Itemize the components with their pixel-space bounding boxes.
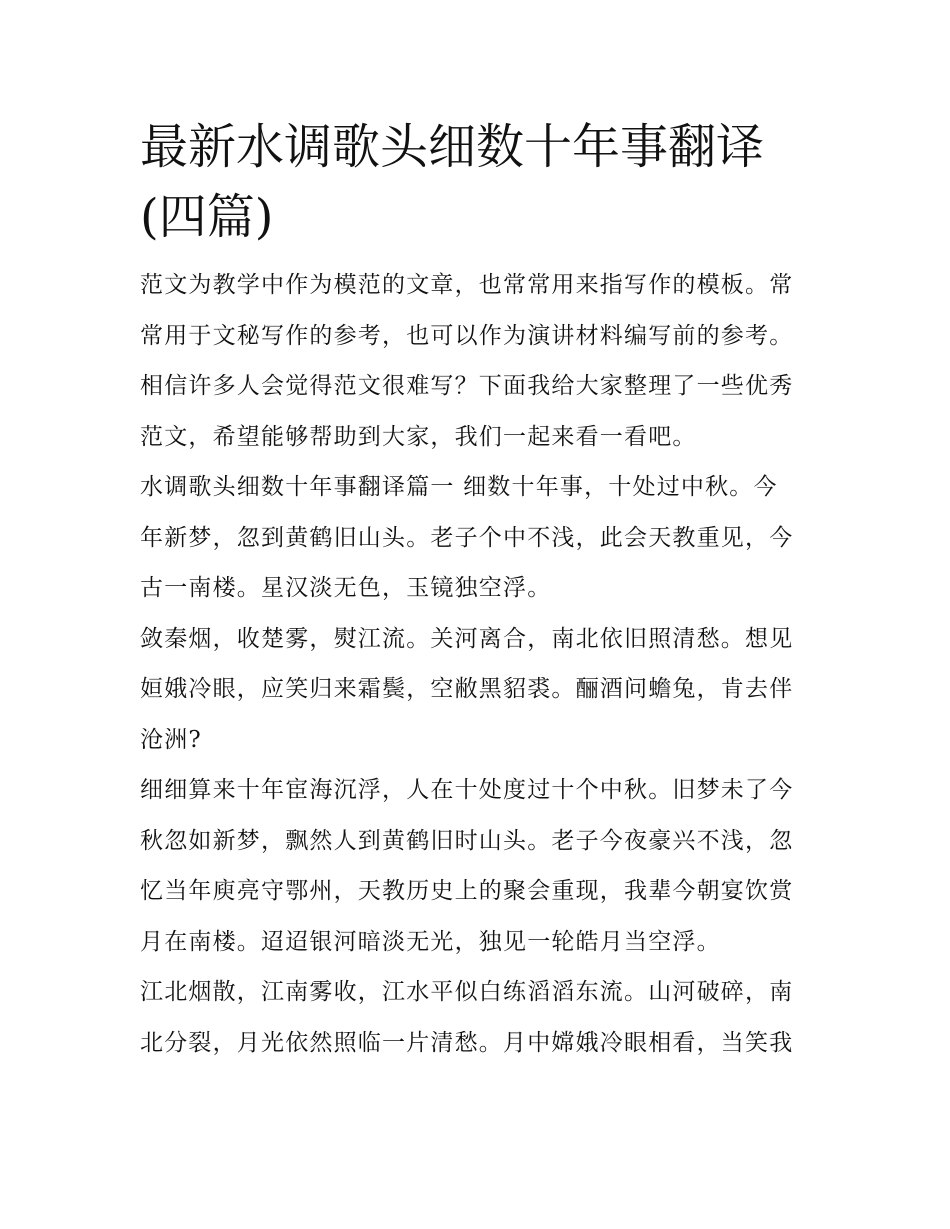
paragraph-intro — [140, 260, 812, 462]
text-line: 常用于文秘写作的参考，也可以作为演讲材料编写前的参考。 — [140, 322, 794, 349]
text-line: 沧洲? — [140, 726, 202, 753]
document-title — [140, 112, 812, 252]
text-line: 忆当年庾亮守鄂州，天教历史上的聚会重现，我辈今朝宴饮赏 — [140, 878, 794, 904]
paragraph-poem-part1 — [140, 462, 812, 614]
paragraph-translation-part1 — [140, 765, 812, 967]
text-line: 秋忽如新梦，飘然人到黄鹤旧时山头。老子今夜豪兴不浅，忽 — [140, 827, 794, 854]
title-line: (四篇) — [140, 189, 274, 245]
document-content — [140, 112, 812, 1068]
text-line: 范文，希望能够帮助到大家，我们一起来看一看吧。 — [140, 423, 697, 450]
text-line: 古一南楼。星汉淡无色，玉镜独空浮。 — [140, 575, 552, 601]
text-line: 江北烟散，江南雾收，江水平似白练滔滔东流。山河破碎，南 — [140, 979, 794, 1005]
text-line: 姮娥冷眼，应笑归来霜鬓，空敝黑貂裘。酾酒问蟾兔，肯去伴 — [140, 676, 794, 702]
text-line: 细细算来十年宦海沉浮，人在十处度过十个中秋。旧梦未了今 — [140, 777, 794, 803]
text-line: 年新梦，忽到黄鹤旧山头。老子个中不浅，此会天教重见，今 — [140, 524, 794, 551]
text-line: 月在南楼。迢迢银河暗淡无光，独见一轮皓月当空浮。 — [140, 928, 721, 955]
text-line: 水调歌头细数十年事翻译篇一 细数十年事，十处过中秋。今 — [140, 474, 778, 500]
text-line: 敛秦烟，收楚雾，熨江流。关河离合，南北依旧照清愁。想见 — [140, 625, 794, 652]
text-line: 相信许多人会觉得范文很难写？下面我给大家整理了一些优秀 — [140, 373, 794, 399]
title-line: 最新水调歌头细数十年事翻译 — [140, 119, 765, 175]
text-line: 范文为教学中作为模范的文章，也常常用来指写作的模板。常 — [140, 272, 794, 298]
paragraph-translation-part2 — [140, 967, 812, 1068]
paragraph-poem-part2 — [140, 614, 812, 766]
text-line: 北分裂，月光依然照临一片清愁。月中嫦娥冷眼相看，当笑我 — [140, 1029, 794, 1056]
